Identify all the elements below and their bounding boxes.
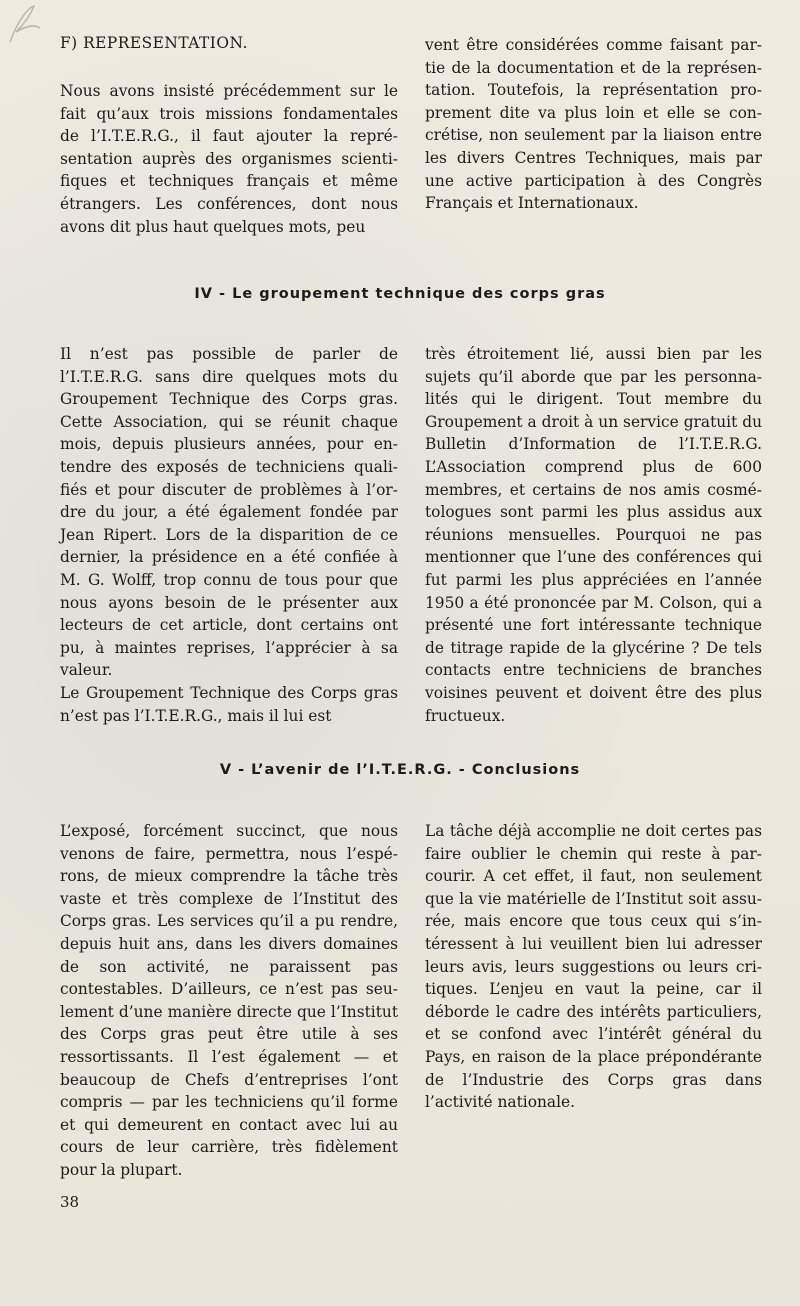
section-f-left-column: [60, 80, 398, 238]
section-iv-left-paragraph-1: Il n’est pas possible de parler de l’I.T.E.R.G. sans dire quelques mots du Groupement Technique des Corps gras. Cette Association, qui se réunit chaque mois, depuis plusieurs années, pour entendre des exposés de techniciens qualifiés et pour discuter de problèmes à l’ordre du jour, a été également fondée par Jean Ripert. Lors de la disparition de ce dernier, la présidence en a été confiée à M. G. Wolff, trop connu de tous pour que nous ayons besoin de le présenter aux lecteurs de cet article, dont certains ont pu, à maintes reprises, l’apprécier à sa valeur.: [60, 345, 398, 680]
section-f-title: F) REPRESENTATION.: [60, 34, 248, 52]
section-v-right-paragraph: La tâche déjà accomplie ne doit certes pas faire oublier le chemin qui reste à parcourir. A cet effet, il faut, non seulement que la vie matérielle de l’Institut soit assurée, mais encore que tous ceux qui s’intéressent à lui veuillent bien lui adresser leurs avis, leurs suggestions ou leurs critiques. L’enjeu en vaut la peine, car il déborde le cadre des intérêts particuliers, et se confond avec l’intérêt général du Pays, en raison de la place prépondérante de l’Industrie des Corps gras dans l’activité nationale.: [425, 822, 762, 1112]
pencil-mark-icon: [4, 2, 64, 62]
page-number: 38: [60, 1193, 80, 1211]
section-v-right-column: [425, 820, 762, 1114]
section-iv-left-column: [60, 343, 398, 727]
section-f-right-column: [425, 34, 762, 215]
section-v-left-column: [60, 820, 398, 1182]
section-iv-heading: IV - Le groupement technique des corps gras: [194, 286, 606, 302]
section-iv-right-paragraph: très étroitement lié, aussi bien par les sujets qu’il aborde que par les personnalités qui le dirigent. Tout membre du Groupement a droit à un service gratuit du Bulletin d’Information de l’I.T.E.R.G. L’Association comprend plus de 600 membres, et certains de nos amis cosmétologues sont parmi les plus assidus aux réunions mensuelles. Pourquoi ne pas mentionner que l’une des conférences qui fut parmi les plus appréciées en l’année 1950 a été prononcée par M. Colson, qui a présenté une fort intéressante technique de titrage rapide de la glycérine ? De tels contacts entre techniciens de branches voisines peuvent et doivent être des plus fructueux.: [425, 345, 762, 725]
section-f-left-paragraph: Nous avons insisté précédemment sur le fait qu’aux trois missions fondamentales de l’I.T.E.R.G., il faut ajouter la représentation auprès des organismes scientifiques et techniques français et même étrangers. Les conférences, dont nous avons dit plus haut quelques mots, peu: [60, 82, 398, 236]
section-v-heading: V - L’avenir de l’I.T.E.R.G. - Conclusions: [219, 762, 581, 778]
section-iv-left-paragraph-2: Le Groupement Technique des Corps gras n’est pas l’I.T.E.R.G., mais il lui est: [60, 683, 398, 725]
section-f-right-paragraph: vent être considérées comme faisant partie de la documentation et de la représentation. Toutefois, la représentation proprement dite va plus loin et elle se concrétise, non seulement par la liaison entre les divers Centres Techniques, mais par une active participation à des Congrès Français et Internationaux.: [425, 36, 762, 213]
section-iv-right-column: [425, 343, 762, 727]
section-v-left-paragraph: L’exposé, forcément succinct, que nous venons de faire, permettra, nous l’espérons, de mieux comprendre la tâche très vaste et très complexe de l’Institut des Corps gras. Les services qu’il a pu rendre, depuis huit ans, dans les divers domaines de son activité, ne paraissent pas contestables. D’ailleurs, ce n’est pas seulement d’une manière directe que l’Institut des Corps gras peut être utile à ses ressortissants. Il l’est également — et beaucoup de Chefs d’entreprises l’ont compris — par les techniciens qu’il forme et qui demeurent en contact avec lui au cours de leur carrière, très fidèlement pour la plupart.: [60, 822, 398, 1179]
